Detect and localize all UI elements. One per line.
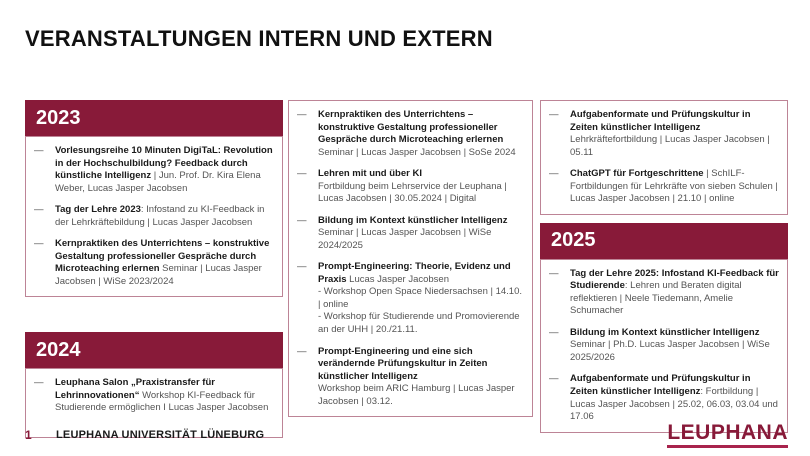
events-list [25,136,283,297]
event-item [34,238,276,288]
bullet-dash: — [549,168,559,180]
event-title: Tag der Lehre 2023 [55,204,141,216]
bullet-dash: — [34,145,44,156]
event-item [549,327,781,365]
logo-text: LEUPHANA [667,421,788,444]
event-details: : Infostand zu KI-Feedback in der Lehrkräftebildung | Lucas Jasper Jacobsen [55,204,265,228]
event-item [549,168,781,206]
bullet-dash: — [297,345,307,357]
event-text [570,168,781,206]
bullet-dash: — [549,267,559,279]
event-details: Workshop KI-Feedback für Studierende ermöglichen I Lucas Jasper Jacobsen [55,389,269,414]
event-item [549,109,781,159]
event-details: : Fortbildung | Lucas Jasper Jacobsen | 25.02, 06.03, 03.04 und 17.06 [570,385,778,423]
event-item [297,168,526,206]
event-title: Aufgabenformate und Prüfungskultur in Zeiten künstlicher Intelligenz [570,373,751,397]
events-box [540,100,788,215]
year-box-2025 [540,223,788,433]
event-details: Lehrkräftefortbildung | Lucas Jasper Jacobsen | 05.11 [570,134,770,158]
bullet-dash: — [34,238,44,250]
event-item [297,109,526,159]
event-title: Prompt-Engineering und eine sich verändernde Prüfungskultur in Zeiten künstlicher Intelligenz [318,345,488,382]
slide-footer [0,420,810,456]
event-details: Seminar | Lucas Jasper Jacobsen | SoSe 2024 [318,146,516,158]
event-title: Tag der Lehre 2025: Infostand KI-Feedback für Studierende [570,267,779,292]
event-item [297,261,526,336]
bullet-dash: — [34,204,44,216]
institution-name: LEUPHANA UNIVERSITÄT LÜNEBURG [56,429,265,441]
events-list [540,259,788,433]
event-details: Seminar | Ph.D. Lucas Jasper Jacobsen | WiSe 2025/2026 [570,339,770,363]
event-details: Seminar | Lucas Jasper Jacobsen | WiSe 2023/2024 [55,263,262,287]
year-header: 2024 [25,332,283,368]
event-details: Workshop beim ARIC Hamburg | Lucas Jasper Jacobsen | 03.12. [318,383,515,407]
event-item [34,377,276,415]
event-item [297,215,526,253]
year-header: 2025 [540,223,788,259]
bullet-dash: — [297,109,307,120]
page-number: 1 [25,428,32,442]
event-title: Lehren mit und über KI [318,168,422,180]
events-box [288,100,533,417]
event-details: : Lehren und Beraten digital reflektieren | Neele Tiedemann, Amelie Schumacher [570,280,742,317]
event-details: Lucas Jasper Jacobsen [346,273,449,285]
event-item [34,204,276,229]
event-text [318,109,526,159]
event-text [570,268,781,318]
event-text [55,238,276,288]
column-right [540,100,788,433]
bullet-dash: — [297,168,307,180]
event-item [549,268,781,318]
events-list [540,100,788,215]
event-title: ChatGPT für Fortgeschrittene [570,168,704,180]
event-details: | SchILF-Fortbildungen für Lehrkräfte von sieben Schulen | Lucas Jasper Jacobsen | 21.10 | online [570,168,778,205]
event-title: Leuphana Salon „Praxistransfer für Lehrinnovationen“ [55,377,215,401]
bullet-dash: — [297,261,307,273]
event-text [570,373,781,423]
event-title: Bildung im Kontext künstlicher Intelligenz [318,214,508,226]
event-text [55,204,276,229]
event-text [318,261,526,336]
event-item [297,346,526,409]
event-details: Fortbildung beim Lehrservice der Leuphana | Lucas Jacobsen | 30.05.2024 | Digital [318,180,507,205]
event-text [318,346,526,409]
event-title: Kernpraktiken des Unterrichtens – konstruktive Gestaltung professioneller Gespräche durch Microteaching erlernen [55,238,270,275]
event-title: Aufgabenformate und Prüfungskultur in Zeiten künstlicher Intelligenz [570,109,751,133]
event-details: Seminar | Lucas Jasper Jacobsen | WiSe 2024/2025 [318,227,492,251]
event-details: | Jun. Prof. Dr. Kira Elena Weber, Lucas Jasper Jacobsen [55,170,261,194]
year-box-2023 [25,100,283,297]
page-title: VERANSTALTUNGEN INTERN UND EXTERN [25,26,493,51]
bullet-dash: — [549,109,559,120]
event-text [55,145,276,195]
event-text [318,168,526,206]
event-title: Bildung im Kontext künstlicher Intelligenz [570,326,760,338]
events-list [288,100,533,417]
event-title: Vorlesungsreihe 10 Minuten DigiTaL: Revolution in der Hochschulbildung? Feedback durch künstliche Intelligenz [55,145,273,182]
event-text [55,377,276,415]
event-details: - Workshop Open Space Niedersachsen | 14.10. | online [318,286,523,310]
event-item [549,373,781,423]
year-header: 2023 [25,100,283,136]
bullet-dash: — [549,326,559,338]
bullet-dash: — [34,377,44,389]
event-title: Prompt-Engineering: Theorie, Evidenz und Praxis [318,261,511,285]
event-item [34,145,276,195]
bullet-dash: — [549,373,559,385]
event-text [318,215,526,253]
event-text [570,327,781,365]
event-title: Kernpraktiken des Unterrichtens – konstruktive Gestaltung professioneller Gespräche durch Microteaching erlernen [318,109,504,146]
column-middle [288,100,533,417]
logo-underline [667,445,788,448]
event-text [570,109,781,159]
leuphana-logo [667,422,788,448]
column-left [25,100,283,438]
bullet-dash: — [297,214,307,226]
event-details: - Workshop für Studierende und Promovierende an der UHH | 20./21.11. [318,311,520,335]
